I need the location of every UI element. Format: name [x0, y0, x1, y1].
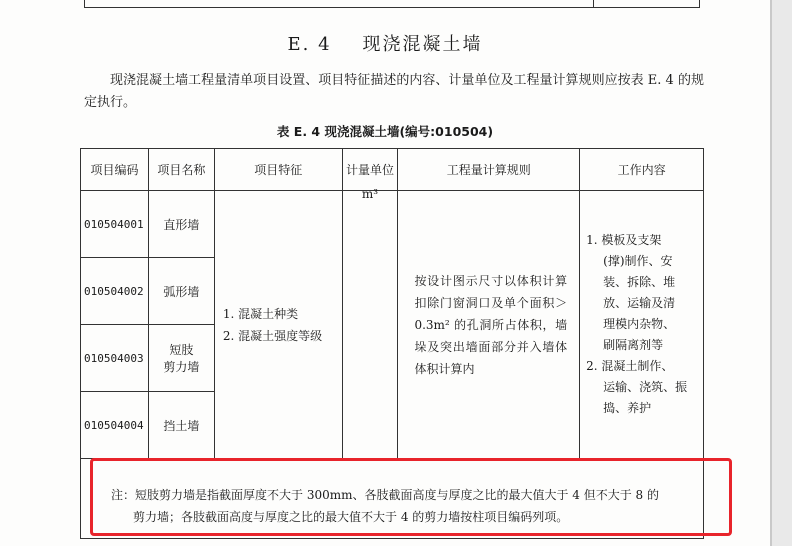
table-note	[81, 459, 704, 539]
section-heading	[0, 30, 770, 56]
unit-cell	[342, 187, 398, 459]
work-line: (撑)制作、安	[603, 254, 673, 268]
work-content	[580, 191, 704, 459]
item-code: 010504003	[81, 325, 149, 392]
item-name	[148, 325, 214, 392]
table-header-row	[81, 149, 704, 191]
item-features	[214, 191, 342, 459]
work-line: 2. 混凝土制作、	[586, 359, 674, 373]
intro-paragraph: 现浇混凝土墙工程量清单项目设置、项目特征描述的内容、计量单位及工程量计算规则应按表 E. 4 的规定执行。	[84, 73, 704, 110]
item-name: 挡土墙	[148, 392, 214, 459]
work-line: 运输、浇筑、振	[603, 380, 688, 394]
table-caption: 表 E. 4 现浇混凝土墙(编号:010504)	[276, 124, 494, 139]
header-code: 项目编码	[81, 149, 149, 191]
header-work: 工作内容	[580, 149, 704, 191]
note-line: 剪力墙；各肢截面高度与厚度之比的最大值不大于 4 的剪力墙按柱项目编码列项。	[133, 509, 569, 524]
work-line: 1. 模板及支架	[586, 233, 662, 247]
item-name-line: 剪力墙	[163, 360, 200, 374]
note-line: 注：短肢剪力墙是指截面厚度不大于 300mm、各肢截面高度与厚度之比的最大值大于 4 但不大于 8 的	[111, 487, 660, 502]
calculation-rule: 按设计图示尺寸以体积计算扣除门窗洞口及单个面积＞0.3m² 的孔洞所占体积，墙垛及突出墙面部分并入墙体体积计算内	[398, 191, 580, 459]
header-rule: 工程量计算规则	[398, 149, 580, 191]
section-number: E. 4	[287, 34, 332, 55]
item-name-line: 短肢	[169, 343, 194, 357]
section-title: 现浇混凝土墙	[362, 34, 483, 55]
header-unit: 计量单位	[342, 149, 398, 191]
item-name: 直形墙	[148, 191, 214, 258]
spec-table	[80, 148, 704, 539]
work-line: 装、拆除、堆	[603, 275, 676, 289]
header-name: 项目名称	[148, 149, 214, 191]
header-feature: 项目特征	[214, 149, 342, 191]
work-line: 放、运输及清	[603, 296, 676, 310]
viewer-scroll-gutter[interactable]	[770, 0, 792, 546]
unit-value: m³	[361, 187, 379, 201]
previous-table-bottom-edge	[84, 0, 700, 8]
item-code: 010504001	[81, 191, 149, 258]
work-line: 刷隔离剂等	[603, 338, 664, 352]
table-note-row	[81, 459, 704, 539]
item-code: 010504002	[81, 258, 149, 325]
work-line: 理模内杂物、	[603, 317, 676, 331]
work-line: 捣、养护	[603, 401, 652, 415]
item-code: 010504004	[81, 392, 149, 459]
feature-line: 1. 混凝土种类	[222, 306, 299, 321]
table-row	[81, 191, 704, 258]
item-name: 弧形墙	[148, 258, 214, 325]
feature-line: 2. 混凝土强度等级	[222, 328, 323, 343]
